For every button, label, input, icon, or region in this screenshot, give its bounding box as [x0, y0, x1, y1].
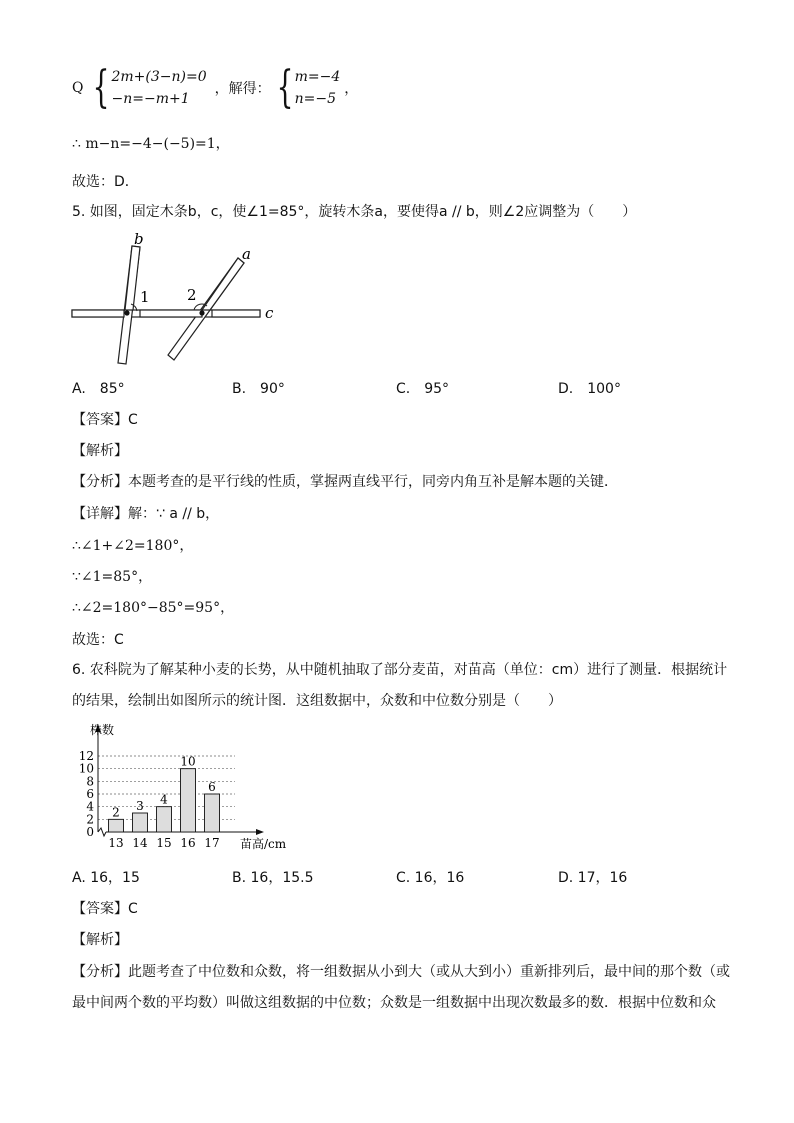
- q5-detail: 【详解】解：∵ a // b，: [72, 506, 220, 522]
- q4-system-2: [295, 66, 341, 110]
- data-label: 6: [208, 780, 216, 794]
- pivot-a: [199, 310, 204, 315]
- q6-analysis-line-2: 最中间两个数的平均数）叫做这组数据的中位数；众数是一组数据中出现次数最多的数．根据中位数和众: [72, 995, 716, 1011]
- bar: [205, 794, 220, 832]
- x-tick-label: 15: [156, 836, 172, 850]
- data-label: 3: [136, 799, 144, 813]
- q6-bar-chart: [70, 720, 310, 855]
- q4-sys2-row2: n=−5: [294, 91, 337, 107]
- q4-brace-right: {: [276, 62, 294, 113]
- q5-figure: [70, 232, 280, 372]
- x-tick-label: 17: [204, 836, 220, 850]
- q4-brace-left: {: [93, 62, 110, 113]
- q6-choice-b: B. 16，15.5: [232, 870, 314, 886]
- y-tick-label: 0: [86, 825, 94, 839]
- x-tick-label: 14: [132, 836, 148, 850]
- q4-equation-system-line: [72, 62, 359, 113]
- q5-select: 故选：C: [72, 632, 124, 648]
- bar: [109, 819, 124, 832]
- q5-choice-a: A. 85°: [72, 381, 125, 397]
- x-tick-label: 16: [180, 836, 196, 850]
- q6-choice-c: C. 16，16: [396, 870, 465, 886]
- q4-therefore: ∴ m−n=−4−(−5)=1，: [72, 136, 230, 152]
- q5-stem: 5. 如图，固定木条b，c，使∠1=85°，旋转木条a，要使得a // b，则∠2应调整为（ ）: [72, 204, 637, 220]
- y-tick-label: 10: [78, 761, 94, 776]
- q6-stem-line-2: 的结果，绘制出如图所示的统计图．这组数据中，众数和中位数分别是（ ）: [72, 693, 562, 709]
- bar: [157, 807, 172, 832]
- data-label: 10: [180, 754, 196, 769]
- y-tick-label: 2: [86, 812, 94, 827]
- bar: [133, 813, 148, 832]
- q6-answer: 【答案】C: [72, 901, 138, 917]
- q5-step-2: ∵∠1=85°，: [72, 569, 153, 585]
- data-label: 2: [112, 805, 120, 820]
- q5-choice-d: D. 100°: [558, 381, 621, 397]
- y-tick-label: 6: [86, 787, 94, 801]
- label-a: a: [242, 245, 251, 263]
- q5-step-3: ∴∠2=180°−85°=95°，: [72, 600, 235, 616]
- y-tick-label: 8: [86, 774, 94, 789]
- bar: [181, 769, 196, 832]
- q4-system-1: [111, 66, 206, 110]
- q5-step-1: ∴∠1+∠2=180°，: [72, 538, 194, 554]
- q5-choice-b: B. 90°: [232, 381, 285, 397]
- data-label: 4: [160, 792, 168, 807]
- y-tick-label: 12: [78, 749, 94, 763]
- q4-sys2-row1: m=−4: [294, 69, 341, 85]
- q4-sys1-row1: 2m+(3−n)=0: [111, 69, 207, 85]
- y-axis-label: 株数: [90, 723, 115, 737]
- q6-analysis-line-1: 【分析】此题考查了中位数和众数，将一组数据从小到大（或从大到小）重新排列后，最中间的那个数（或: [72, 964, 730, 980]
- q4-select: 故选：D．: [72, 174, 139, 190]
- label-angle-1: 1: [140, 288, 150, 306]
- label-c: c: [265, 304, 274, 322]
- q4-lead: Q: [72, 80, 84, 96]
- x-tick-label: 13: [108, 836, 124, 850]
- y-tick-label: 4: [86, 799, 94, 814]
- x-axis-arrow: [256, 829, 264, 835]
- label-b: b: [134, 232, 144, 248]
- x-axis-label: 苗高/cm: [240, 837, 287, 851]
- q5-answer: 【答案】C: [72, 412, 138, 428]
- q5-choice-c: C. 95°: [396, 381, 450, 397]
- axis-break: [98, 828, 106, 836]
- q6-stem-line-1: 6. 农科院为了解某种小麦的长势，从中随机抽取了部分麦苗，对苗高（单位：cm）进行了测量．根据统计: [72, 662, 728, 678]
- q4-sys1-row2: −n=−m+1: [111, 91, 190, 107]
- pivot-b: [124, 310, 129, 315]
- q4-comma: ，: [344, 81, 359, 97]
- q5-analysis: 【分析】本题考查的是平行线的性质，掌握两直线平行，同旁内角互补是解本题的关键．: [72, 474, 618, 490]
- q6-choice-d: D. 17，16: [558, 870, 628, 886]
- q6-choice-a: A. 16，15: [72, 870, 140, 886]
- q5-jiexi: 【解析】: [72, 443, 128, 459]
- q6-jiexi: 【解析】: [72, 932, 128, 948]
- q4-solve-text: ，解得：: [214, 81, 271, 97]
- label-angle-2: 2: [187, 286, 197, 304]
